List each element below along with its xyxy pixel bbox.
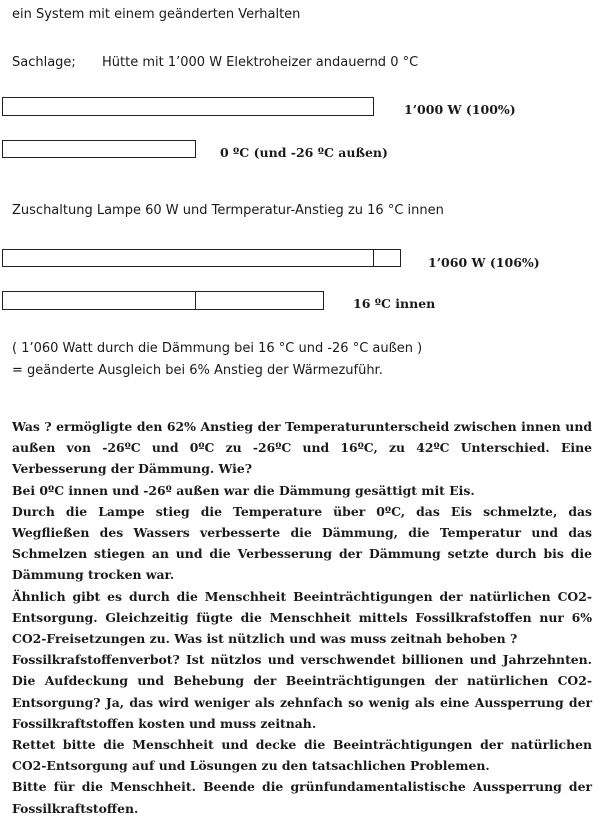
paragraph: Fossilkrafstoffenverbot? Ist nützlos und verschwendet billionen und Jahrzehnten. Die Aufdeckung und Behebung der Beeinträchtigungen der natürlichen CO2-Entsorgung? Ja, das wird weniger als zehnfach so wenig als eine Aussperrung der Fossilkraftstoffen kosten und muss zeitnah. bbox=[12, 652, 592, 731]
temp-label-after: 16 ºC innen bbox=[353, 296, 436, 311]
temp-bar-initial bbox=[2, 140, 196, 158]
temp-bar-base-segment bbox=[3, 292, 196, 309]
heading: ein System mit einem geänderten Verhalten bbox=[12, 7, 301, 22]
power-label-initial: 1’000 W (100%) bbox=[404, 102, 516, 117]
note-line-2: = geänderte Ausgleich bei 6% Anstieg der Wärmezuführ. bbox=[12, 363, 383, 378]
sachlage-label: Sachlage; bbox=[12, 55, 76, 70]
temp-label-initial: 0 ºC (und -26 ºC außen) bbox=[220, 145, 388, 160]
note-line-1: ( 1’060 Watt durch die Dämmung bei 16 °C und -26 °C außen ) bbox=[12, 341, 423, 356]
power-bar-after bbox=[2, 249, 401, 267]
power-bar-initial bbox=[2, 97, 374, 116]
power-label-after: 1’060 W (106%) bbox=[428, 255, 540, 270]
paragraph: Rettet bitte die Menschheit und decke die Beeinträchtigungen der natürlichen CO2-Entsorgung auf und Lösungen zu den tatsachlichen Problemen. bbox=[12, 737, 592, 774]
sachlage-text: Hütte mit 1’000 W Elektroheizer andauernd 0 °C bbox=[102, 55, 419, 70]
change-text: Zuschaltung Lampe 60 W und Termperatur-Anstieg zu 16 °C innen bbox=[12, 203, 444, 218]
temp-bar-after bbox=[2, 291, 324, 310]
paragraph: Bei 0ºC innen und -26º außen war die Dämmung gesättigt mit Eis. bbox=[12, 482, 475, 498]
paragraph: Ähnlich gibt es durch die Menschheit Beeinträchtigungen der natürlichen CO2-Entsorgung. Gleichzeitig fügte die Menschheit mittels Fossilkrafstoffen nur 6% CO2-Freisetzungen zu. Was ist nützlich und was muss zeitnah behoben ? bbox=[12, 588, 592, 647]
power-bar-base-segment bbox=[3, 250, 374, 266]
paragraph: Was ? ermögligte den 62% Anstieg der Temperaturunterscheid zwischen innen und außen von -26ºC und 0ºC zu -26ºC und 16ºC, zu 42ºC Unterschied. Eine Verbesserung der Dämmung. Wie? bbox=[12, 419, 592, 477]
paragraph: Durch die Lampe stieg die Temperature über 0ºC, das Eis schmelzte, das Wegfließen des Wassers verbesserte die Dämmung, die Temperatur und das Schmelzen stiegen an und die Verbesserung der Dämmung setzte durch bis die Dämmung trocken war. bbox=[12, 503, 592, 583]
body-text bbox=[12, 416, 592, 819]
paragraph: Bitte für die Menschheit. Beende die grünfundamentalistische Aussperrung der Fossilkraftstoffen. bbox=[12, 779, 592, 816]
